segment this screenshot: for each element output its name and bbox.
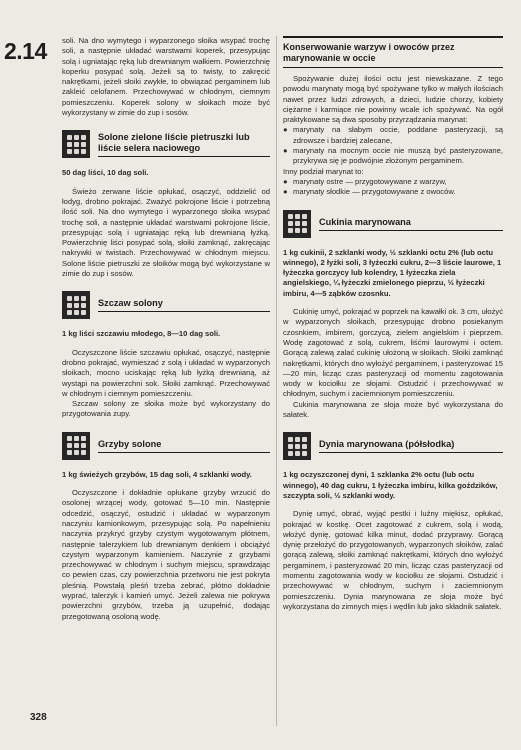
page-number: 328 [30,712,47,723]
recipe-heading-sorrel [62,291,270,319]
list-item: ● marynaty na mocnym occie nie muszą być pasteryzowane, przykrywa się je podwójnie złożonym pergaminem. [283,146,503,166]
recipe-note: Szczaw solony ze słoika może być wykorzystany do przygotowania zupy. [62,399,270,419]
box-subtext: Inny podział marynat to: [283,166,364,176]
section-number: 2.14 [4,38,47,64]
jar-icon [283,210,311,238]
recipe-body: Świeżo zerwane liście opłukać, osączyć, oddzielić od łodyg, drobno pokrajać. Zważyć pokrojone liście i potrzebną ilość soli. Na dno wymytego i wyparzonego słoika wsypać trochę soli, a następnie układać warstwami pokrojone liście, przesypując solą i ugniatając ręką lub drewnianą łyżką. Powierzchnię liści posypać solą, słoiki zamknąć, zakręcając nakrywki w twistach. Przechowywać w chłodnym miejscu. Solone liście pietruszki ze słoików mogą być wykorzystane w zimie do zup i sosów. [62,186,270,279]
recipe-body: Cukinię umyć, pokrajać w poprzek na kawałki ok. 3 cm, ułożyć w wyparzonych słoikach, przesypując drobno posiekanym czosnkiem, imbirem, gorczycą, zielem angielskim i pieprzem. Wodę zagotować z solą, cukrem, liśćmi laurowymi i octem. Gorącą zalewą zalać cukinię ułożoną w słoikach. Słoiki zamknąć nakrętkami, których dno wyłożyć pergaminem, i pasteryzować 15—20 min, licząc czas pasteryzacji od momentu zagotowania wody w kociołku ze słojami. Ostudzić i przechowywać w chłodnym, suchym i zaciemnionym pomieszczeniu. [283,307,503,399]
bullet-icon: ● [283,125,288,135]
recipe-body: Oczyszczone i dokładnie opłukane grzyby wrzucić do osolonej wrzącej wody, gotować 5—10 min. Następnie odcedzić, osączyć, ostudzić i układać w wyparzonym naczyniu kamionkowym, przesypując solą. Po napełnieniu naczynia przykryć grzyby czystym wygotowanym płótnem, następnie talerzykiem lub drewnianym denkiem i obciążyć czystym wyparzonym kamieniem. Naczynie z grzybami przechowywać w chłodnym i suchym miejscu, sprawdzając co pewien czas, czy powierzchnia przetworu nie jest pokryta pleśnią. Powstałą pleśń trzeba zebrać, płótno dokładnie wyprać, talerzyk i kamień umyć. Jeżeli zalewa nie pokrywa powierzchni grzybów, trzeba ją uzupełnić, dodając przegotowaną osoloną wodę. [62,488,270,621]
column-divider [276,36,277,726]
recipe-note: Cukinia marynowana ze słoja może być wykorzystana do sałatek. [283,399,503,420]
bullet-icon: ● [283,176,288,186]
recipe-title: Szczaw solony [98,298,270,312]
recipe-heading-mushrooms [62,432,270,460]
bullet-icon: ● [283,146,288,156]
recipe-heading-zucchini [283,210,503,238]
recipe-title: Dynia marynowana (półsłodka) [319,439,503,453]
intro-paragraph: soli. Na dno wymytego i wyparzonego słoika wsypać trochę soli, a następnie układać warstwami koperek, przesypując solą i ugniatając ręką lub drewnianym wałkiem. Powierzchnię koperku posypać solą. Jeżeli są to twisty, to zakręcić nakrętkami, jeżeli słoiki zwykłe, to obwiązać pergaminem lub zakleić celofanem. Przechowywać w chłodnym, ciemnym pomieszczeniu. Koperek solony w słoikach może być wykorzystany w zimie do zup i sosów. [62,36,270,118]
box-body: Spożywanie dużej ilości octu jest niewskazane. Z tego powodu marynaty mogą być spożywane tylko w małych ilościach nawet przez ludzi zdrowych, a dzieci, ludzie chorzy, kobiety ciężarne i karmiące nie powinny wcale ich spożywać. Na ogół praktykowane są dwa sposoby przyrządzania marynat: [283,74,503,125]
jar-icon [62,291,90,319]
recipe-title: Cukinia marynowana [319,217,503,231]
recipe-heading-pumpkin [283,432,503,460]
jar-icon [283,432,311,460]
list-item: ● marynaty ostre — przygotowywane z warzyw, [283,176,447,186]
left-column [62,36,270,622]
list-item: ● marynaty na słabym occie, poddane pasteryzacji, są zdrowsze i bardziej zalecane, [283,125,503,145]
box-title: Konserwowanie warzyw i owoców przez marynowanie w occie [283,36,503,68]
recipe-heading-parsley [62,130,270,158]
recipe-title: Solone zielone liście pietruszki lub liście selera naciowego [98,132,270,157]
recipe-ingredients: 50 dag liści, 10 dag soli. [62,168,149,178]
jar-icon [62,130,90,158]
recipe-title: Grzyby solone [98,439,270,453]
recipe-ingredients: 1 kg oczyszczonej dyni, 1 szklanka 2% octu (lub octu winnego), 40 dag cukru, 1 łyżeczka imbiru, kilka goździków, szczypta soli, ½ szklanki wody. [283,470,498,500]
recipe-body: Oczyszczone liście szczawiu opłukać, osączyć, następnie drobno pokrajać, wymieszać z solą i układać w wyparzonych słoikach, mocno uciskając ręką lub łyżką drewnianą, aż wystąpi na powierzchni sok. Słoiki zamknąć. Przechowywać w chłodnym i ciemnym pomieszczeniu. [62,347,270,398]
right-column [283,36,503,612]
list-item: ● marynaty słodkie — przygotowywane z owoców. [283,187,456,197]
recipe-ingredients: 1 kg cukinii, 2 szklanki wody, ½ szklanki octu 2% (lub octu winnego), 2 łyżki soli, 3 łyżeczki cukru, 2—3 liście laurowe, 1 łyżeczka gorczycy lub kolendry, 1 łyżeczka ziela angielskiego, ¼ łyżeczki zmielonego pieprzu, ½ łyżeczki imbiru, 4—5 ząbków czosnku. [283,247,502,298]
recipe-body: Dynię umyć, obrać, wyjąć pestki i luźny miękisz, opłukać, pokrajać w kostkę. Ocet zagotować z cukrem, solą i wodą, włożyć dynię, gotować kilka minut, dodać przyprawy. Gorącą dynię przełożyć do przygotowanych, wyparzonych słoików, zalać gorącą zalewą, słoiki zamknąć nakrętkami, których dno wyłożyć pergaminem, i pasteryzować 20 min, licząc czas pasteryzacji od momentu zagotowania wody w kociołku ze słojami. Ostudzić i przechowywać w chłodnym, suchym i zaciemnionym pomieszczeniu. Dynia marynowana ze słoja może być wykorzystana do zimnych mięs i wędlin lub jako składnik sałatek. [283,509,503,611]
recipe-ingredients: 1 kg świeżych grzybów, 15 dag soli, 4 szklanki wody. [62,469,252,479]
bullet-icon: ● [283,187,288,197]
recipe-ingredients: 1 kg liści szczawiu młodego, 8—10 dag soli. [62,329,221,339]
jar-icon [62,432,90,460]
